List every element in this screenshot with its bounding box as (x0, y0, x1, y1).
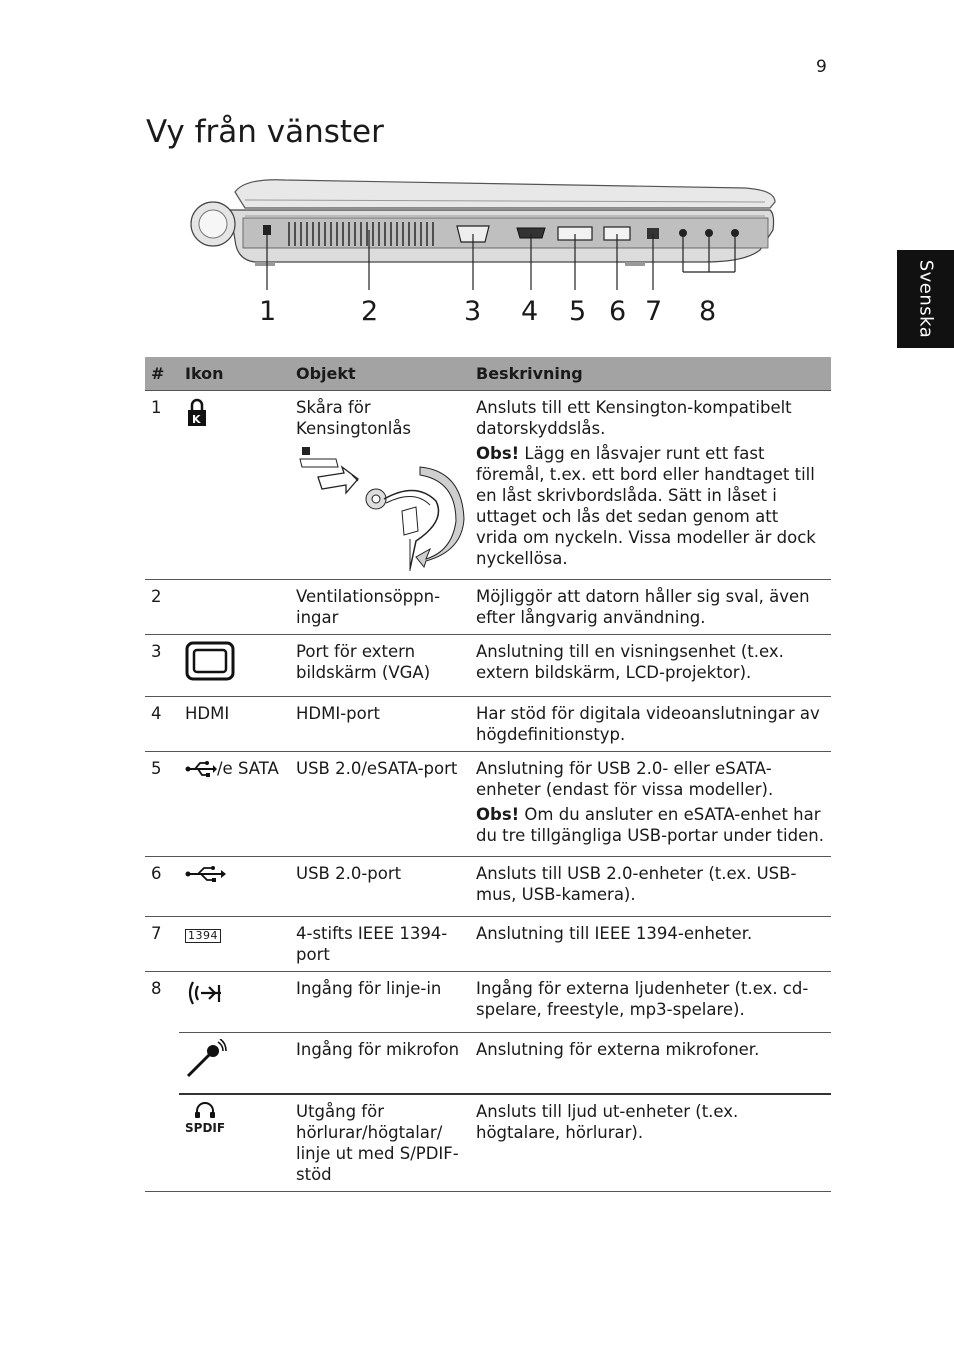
row-item: Skåra för Kensingtonlås (296, 398, 412, 438)
esata-icon-label: /e SATA (217, 759, 279, 778)
row-description: Anslutning för externa mikrofoner. (470, 1033, 831, 1094)
table-row (145, 391, 831, 580)
microphone-icon (185, 1039, 227, 1079)
note-text: Lägg en låsvajer runt ett fast föremål, t.ex. ett bord eller handtaget till en låst skrivbordslåda. Sätt in låset i uttaget och lås det sedan genom att vrida om nyckeln. Vissa modeller är dock nyckellösa. (476, 444, 816, 568)
row-number (145, 1033, 179, 1094)
callout-7: 7 (645, 296, 663, 327)
header-item: Objekt (290, 357, 470, 391)
table-row (145, 1094, 831, 1192)
row-description: Ingång för externa ljudenheter (t.ex. cd-spelare, freestyle, mp3-spelare). (470, 972, 831, 1033)
table-row (145, 1033, 831, 1094)
note-label: Obs! (476, 444, 520, 463)
table-row (145, 857, 831, 917)
headphones-icon (193, 1101, 217, 1119)
row-note (476, 804, 825, 846)
table-header-row (145, 357, 831, 391)
table-row (145, 635, 831, 697)
row-item: HDMI-port (290, 697, 470, 752)
usb-icon (185, 760, 217, 778)
row-number: 4 (145, 697, 179, 752)
table-row (145, 580, 831, 635)
row-number: 5 (145, 752, 179, 857)
table-row (145, 972, 831, 1033)
row-number: 3 (145, 635, 179, 697)
svg-text:K: K (192, 413, 201, 426)
row-item: Ingång för mikrofon (290, 1033, 470, 1094)
row-number: 2 (145, 580, 179, 635)
table-row (145, 917, 831, 972)
language-tab (897, 250, 954, 348)
spdif-icon-label: SPDIF (185, 1120, 226, 1135)
row-item: USB 2.0/eSATA-port (290, 752, 470, 857)
usb-icon (185, 865, 227, 883)
row-item: Ingång för linje-in (290, 972, 470, 1033)
language-tab-label: Svenska (915, 259, 936, 339)
row-number: 8 (151, 979, 162, 998)
callout-4: 4 (521, 296, 539, 327)
callout-5: 5 (569, 296, 587, 327)
page-title: Vy från vänster (146, 114, 384, 150)
row-number (145, 1094, 179, 1192)
row-number: 7 (145, 917, 179, 972)
row-description: Anslutning för USB 2.0- eller eSATA-enheter (endast för vissa modeller). (476, 759, 774, 799)
row-note (476, 443, 825, 569)
callout-3: 3 (464, 296, 482, 327)
row-item: Ventilationsöppn-ingar (290, 580, 470, 635)
row-item: USB 2.0-port (290, 857, 470, 917)
header-description: Beskrivning (470, 357, 831, 391)
callout-6: 6 (609, 296, 627, 327)
kensington-lock-illustration (296, 441, 468, 571)
callout-1: 1 (259, 296, 277, 327)
table-row (145, 752, 831, 857)
header-num: # (145, 357, 179, 391)
row-description: Möjliggör att datorn håller sig sval, även efter långvarig användning. (470, 580, 831, 635)
line-in-icon (185, 978, 229, 1008)
row-description: Anslutning till en visningsenhet (t.ex. extern bildskärm, LCD-projektor). (470, 635, 831, 697)
row-number: 6 (145, 857, 179, 917)
note-label: Obs! (476, 805, 520, 824)
hdmi-icon-label: HDMI (179, 697, 290, 752)
note-text: Om du ansluter en eSATA-enhet har du tre tillgängliga USB-portar under tiden. (476, 805, 824, 845)
callout-8: 8 (699, 296, 717, 327)
callout-2: 2 (361, 296, 379, 327)
row-item: Port för extern bildskärm (VGA) (290, 635, 470, 697)
ieee1394-icon-label: 1394 (185, 929, 221, 943)
row-description: Ansluts till ljud ut-enheter (t.ex. högtalare, hörlurar). (470, 1094, 831, 1192)
row-item: 4-stifts IEEE 1394-port (290, 917, 470, 972)
row-description: Ansluts till USB 2.0-enheter (t.ex. USB-mus, USB-kamera). (470, 857, 831, 917)
vga-monitor-icon (185, 641, 235, 681)
row-item: Utgång för hörlurar/högtalar/ linje ut med S/PDIF-stöd (290, 1094, 470, 1192)
row-number: 1 (145, 391, 179, 580)
row-description: Har stöd för digitala videoanslutningar av högdefinitionstyp. (470, 697, 831, 752)
port-table (145, 357, 831, 1192)
kensington-lock-icon (185, 397, 209, 427)
row-description: Anslutning till IEEE 1394-enheter. (470, 917, 831, 972)
header-icon: Ikon (179, 357, 290, 391)
laptop-left-side-illustration (185, 170, 785, 340)
row-description: Ansluts till ett Kensington-kompatibelt datorskyddslås. (476, 398, 792, 438)
table-row (145, 697, 831, 752)
page-number: 9 (816, 57, 827, 77)
